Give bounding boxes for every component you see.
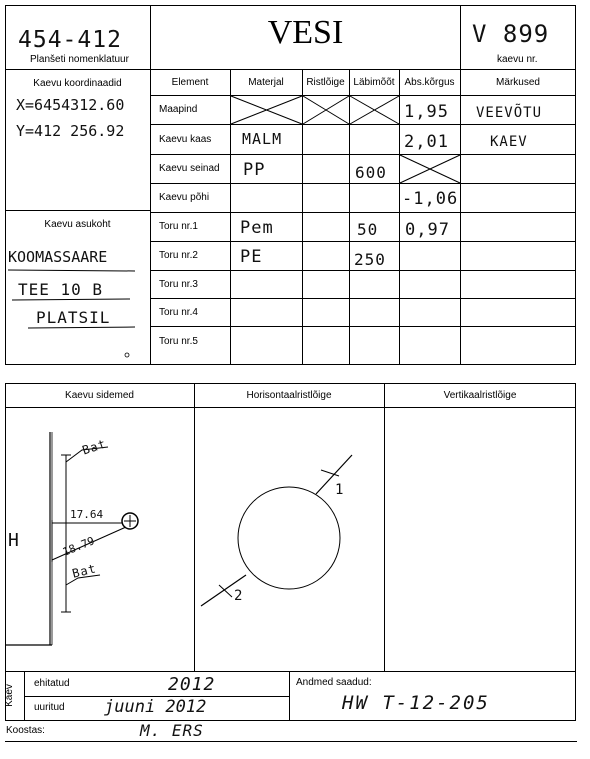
horizontal-section-label: Horisontaalristlõige <box>246 390 332 401</box>
row-label-cover: Kaevu kaas <box>159 134 212 145</box>
data-from-label: Andmed saadud: <box>296 677 372 688</box>
elevation-ground: 1,95 <box>404 102 449 122</box>
diameter-walls: 600 <box>355 163 387 182</box>
built-label: ehitatud <box>34 678 70 689</box>
notes-cover: KAEV <box>490 134 528 150</box>
coordinate-y: Y=412 256.92 <box>16 122 125 140</box>
material-walls: PP <box>243 160 266 180</box>
coordinate-x: X=6454312.60 <box>16 96 125 114</box>
material-pipe-1: Pem <box>240 218 274 238</box>
well-number-value: V 899 <box>472 20 550 48</box>
bat-label-top: Bat <box>80 436 109 458</box>
data-from-value: HW T-12-205 <box>342 692 490 714</box>
col-header-element: Element <box>171 77 209 88</box>
row-label-pipe-5: Toru nr.5 <box>159 336 198 347</box>
diameter-pipe-2: 250 <box>354 250 386 269</box>
elevation-pipe-1: 0,97 <box>405 220 450 240</box>
row-label-pipe-2: Toru nr.2 <box>159 250 198 261</box>
material-cover: MALM <box>242 130 283 148</box>
material-pipe-2: PE <box>240 247 263 267</box>
coordinates-label: Kaevu koordinaadid <box>33 78 122 89</box>
row-label-ground: Maapind <box>159 104 198 115</box>
row-label-walls: Kaevu seinad <box>159 163 220 174</box>
row-label-pipe-3: Toru nr.3 <box>159 279 198 290</box>
distance-2: 18.79 <box>60 534 97 559</box>
diameter-pipe-1: 50 <box>357 220 379 239</box>
location-label: Kaevu asukoht <box>44 219 111 230</box>
location-line-1: KOOMASSAARE <box>8 248 108 266</box>
pipe-1-label: 1 <box>335 482 345 498</box>
kaev-vertical-label: Kaev <box>3 684 15 707</box>
vertical-section-label: Vertikaalristlõige <box>443 390 517 401</box>
compiled-value: M. ERS <box>140 721 204 740</box>
bat-label-bottom: Bat <box>70 561 99 581</box>
surveyed-value: juuni 2012 <box>104 697 207 717</box>
location-line-3: PLATSIL <box>36 308 111 327</box>
built-value: 2012 <box>168 674 216 695</box>
h-label: H <box>8 530 20 551</box>
well-number-label: kaevu nr. <box>497 54 538 65</box>
elevation-bottom: -1,06 <box>402 189 459 209</box>
well-connections-label: Kaevu sidemed <box>65 390 134 401</box>
notes-ground: VEEVÕTU <box>476 105 543 121</box>
row-label-pipe-1: Toru nr.1 <box>159 221 198 232</box>
page-title: VESI <box>267 14 344 51</box>
col-header-material: Materjal <box>248 77 284 88</box>
surveyed-label: uuritud <box>34 702 65 713</box>
distance-1: 17.64 <box>70 508 104 521</box>
col-header-notes: Märkused <box>496 77 540 88</box>
pipe-2-label: 2 <box>234 588 244 604</box>
row-label-bottom: Kaevu põhi <box>159 192 210 203</box>
location-line-2: TEE 10 B <box>18 280 104 299</box>
col-header-diameter: Läbimõõt <box>353 77 395 88</box>
col-header-elevation: Abs.kõrgus <box>404 77 455 88</box>
col-header-section: Ristlõige <box>306 77 345 88</box>
row-label-pipe-4: Toru nr.4 <box>159 307 198 318</box>
elevation-cover: 2,01 <box>404 132 449 152</box>
compiled-label: Koostas: <box>6 725 45 736</box>
nomenclature-value: 454-412 <box>18 27 122 53</box>
nomenclature-label: Planšeti nomenklatuur <box>30 54 129 65</box>
